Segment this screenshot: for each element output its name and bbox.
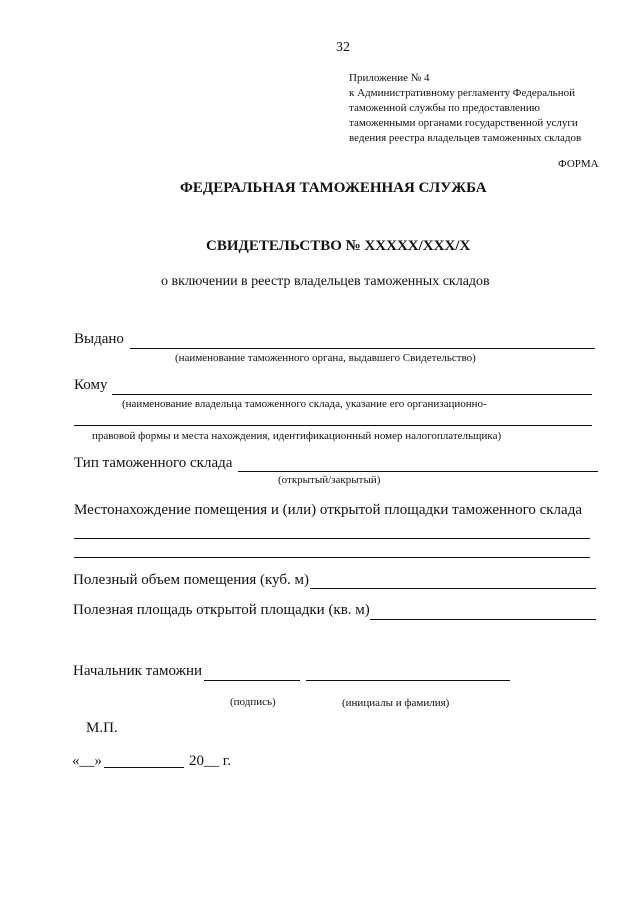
appendix-line: Приложение № 4 [349, 72, 430, 84]
location-label: Местонахождение помещения и (или) открытой площадки таможенного склада [74, 502, 582, 518]
type-hint: (открытый/закрытый) [278, 474, 381, 486]
volume-label: Полезный объем помещения (куб. м) [73, 572, 309, 588]
area-label: Полезная площадь открытой площадки (кв. м) [73, 602, 370, 618]
location-line-2[interactable] [74, 557, 590, 558]
to-label: Кому [74, 377, 108, 393]
location-line-1[interactable] [74, 538, 590, 539]
agency-title: ФЕДЕРАЛЬНАЯ ТАМОЖЕННАЯ СЛУЖБА [180, 180, 487, 196]
issued-hint: (наименование таможенного органа, выдавшего Свидетельство) [175, 352, 476, 364]
to-hint-1: (наименование владельца таможенного склада, указание его организационно- [122, 398, 487, 410]
appendix-line: к Административному регламенту Федеральной [349, 87, 575, 99]
certificate-title: СВИДЕТЕЛЬСТВО № XXXXX/XXX/X [206, 238, 471, 254]
type-line[interactable] [238, 471, 598, 472]
date-month-line[interactable] [104, 767, 184, 768]
type-label: Тип таможенного склада [74, 455, 233, 471]
date-day: «__» [72, 753, 102, 769]
name-line[interactable] [306, 680, 510, 681]
signature-line[interactable] [204, 680, 300, 681]
area-line[interactable] [370, 619, 596, 620]
sign-hint: (подпись) [230, 696, 276, 708]
form-label: ФОРМА [558, 158, 599, 170]
appendix-line: таможенными органами государственной услуги [349, 117, 578, 129]
certificate-subtitle: о включении в реестр владельцев таможенных складов [161, 274, 490, 289]
to-hint-2: правовой формы и места нахождения, идентификационный номер налогоплательщика) [92, 430, 502, 442]
date-year: 20__ г. [189, 753, 231, 769]
issued-line[interactable] [130, 348, 595, 349]
to-line[interactable] [112, 394, 592, 395]
to-line-2[interactable] [74, 425, 592, 426]
chief-label: Начальник таможни [73, 663, 203, 679]
stamp-label: М.П. [86, 720, 118, 736]
name-hint: (инициалы и фамилия) [342, 697, 450, 709]
volume-line[interactable] [310, 588, 596, 589]
issued-label: Выдано [74, 331, 124, 347]
appendix-line: таможенной службы по предоставлению [349, 102, 540, 114]
page-number: 32 [336, 40, 350, 55]
appendix-line: ведения реестра владельцев таможенных складов [349, 132, 582, 144]
